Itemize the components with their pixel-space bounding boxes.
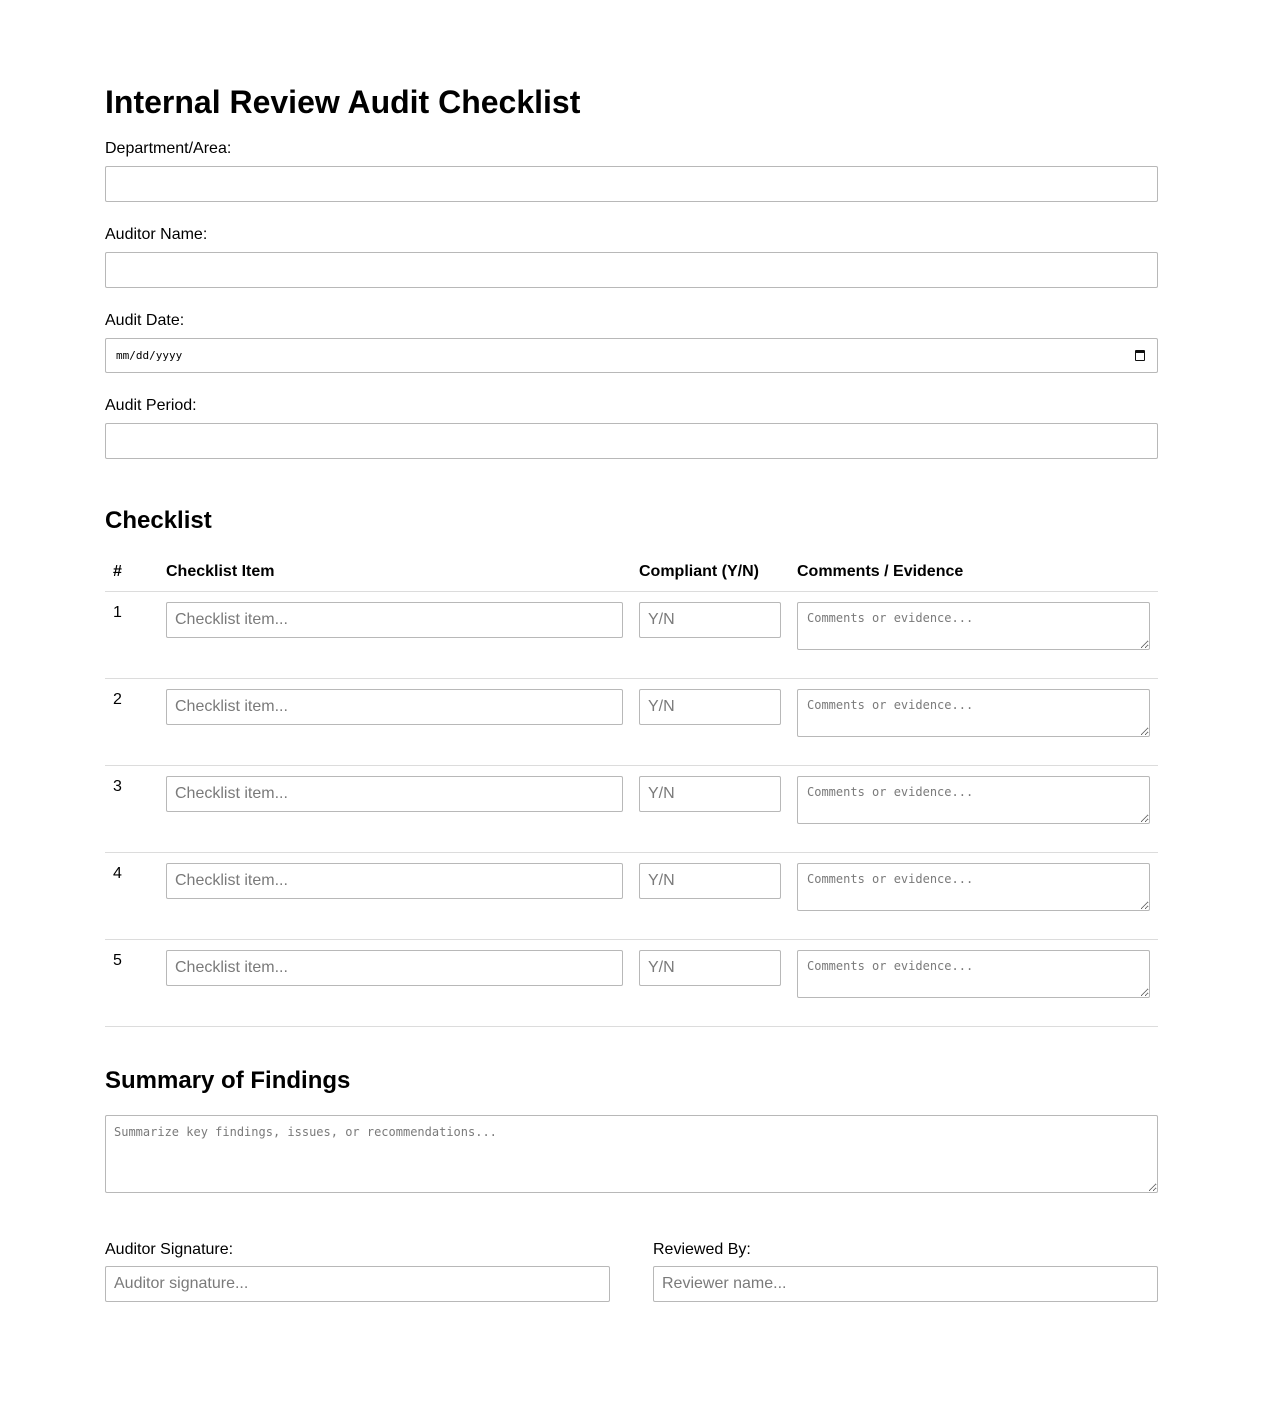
comments-textarea[interactable] bbox=[797, 689, 1150, 737]
row-number: 5 bbox=[113, 952, 122, 969]
auditor-signature-group bbox=[105, 1241, 610, 1302]
audit-form bbox=[105, 0, 1158, 1302]
auditor-signature-label: Auditor Signature: bbox=[105, 1241, 234, 1258]
checklist-item-input[interactable] bbox=[166, 950, 623, 986]
checklist-item-input[interactable] bbox=[166, 602, 623, 638]
comments-textarea[interactable] bbox=[797, 950, 1150, 998]
table-row bbox=[105, 592, 1158, 679]
audit-date-input[interactable] bbox=[105, 338, 1158, 373]
table-row bbox=[105, 853, 1158, 940]
compliant-input[interactable] bbox=[639, 863, 781, 899]
audit-date-text: mm/dd/yyyy bbox=[116, 349, 183, 362]
reviewer-name-input[interactable] bbox=[653, 1266, 1158, 1302]
auditor-name-label: Auditor Name: bbox=[105, 226, 208, 243]
column-header-compliant: Compliant (Y/N) bbox=[639, 563, 797, 592]
table-row bbox=[105, 679, 1158, 766]
checklist-item-input[interactable] bbox=[166, 776, 623, 812]
checklist-item-input[interactable] bbox=[166, 863, 623, 899]
page-title: Internal Review Audit Checklist bbox=[105, 84, 581, 120]
column-header-comments: Comments / Evidence bbox=[797, 563, 1158, 592]
department-label: Department/Area: bbox=[105, 140, 232, 157]
calendar-icon[interactable] bbox=[1135, 350, 1145, 361]
compliant-input[interactable] bbox=[639, 776, 781, 812]
auditor-name-input[interactable] bbox=[105, 252, 1158, 288]
column-header-item: Checklist Item bbox=[166, 563, 639, 592]
row-number: 2 bbox=[113, 691, 122, 708]
table-row bbox=[105, 766, 1158, 853]
compliant-input[interactable] bbox=[639, 602, 781, 638]
checklist-item-input[interactable] bbox=[166, 689, 623, 725]
row-number: 1 bbox=[113, 604, 122, 621]
compliant-input[interactable] bbox=[639, 950, 781, 986]
comments-textarea[interactable] bbox=[797, 863, 1150, 911]
summary-textarea[interactable] bbox=[105, 1115, 1158, 1193]
comments-textarea[interactable] bbox=[797, 776, 1150, 824]
auditor-signature-input[interactable] bbox=[105, 1266, 610, 1302]
comments-textarea[interactable] bbox=[797, 602, 1150, 650]
column-header-number-text: # bbox=[113, 563, 122, 580]
audit-date-label: Audit Date: bbox=[105, 312, 185, 329]
signature-section bbox=[105, 1241, 1158, 1302]
compliant-input[interactable] bbox=[639, 689, 781, 725]
department-input[interactable] bbox=[105, 166, 1158, 202]
audit-period-label: Audit Period: bbox=[105, 397, 197, 414]
column-header-number bbox=[105, 563, 166, 592]
row-number: 3 bbox=[113, 778, 122, 795]
table-row bbox=[105, 940, 1158, 1027]
audit-period-input[interactable] bbox=[105, 423, 1158, 459]
table-header-row bbox=[105, 563, 1158, 592]
row-number: 4 bbox=[113, 865, 122, 882]
summary-heading: Summary of Findings bbox=[105, 1067, 351, 1094]
reviewed-by-label: Reviewed By: bbox=[653, 1241, 751, 1258]
checklist-heading: Checklist bbox=[105, 507, 212, 534]
checklist-table bbox=[105, 563, 1158, 1027]
reviewer-group bbox=[653, 1241, 1158, 1302]
